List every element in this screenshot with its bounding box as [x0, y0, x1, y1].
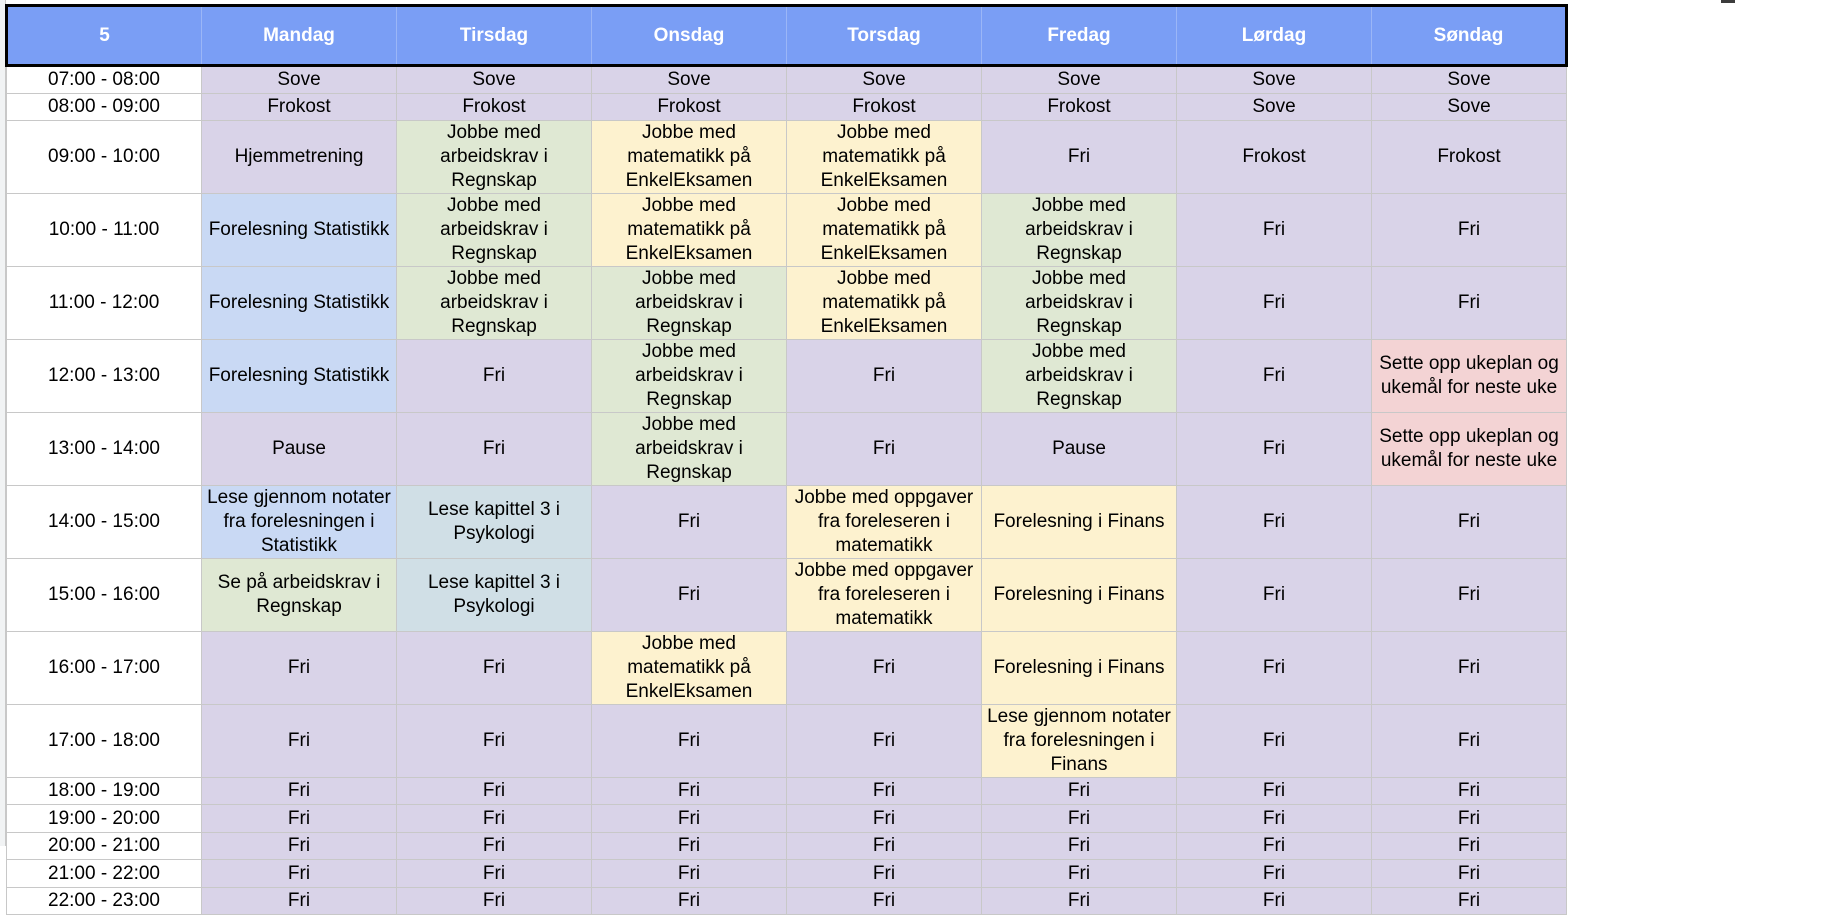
schedule-cell-sondag[interactable]: Fri	[1372, 860, 1567, 888]
schedule-cell-lordag[interactable]: Fri	[1177, 559, 1372, 632]
schedule-cell-fredag[interactable]: Fri	[982, 805, 1177, 833]
schedule-cell-onsdag[interactable]: Fri	[592, 705, 787, 778]
table-row	[7, 705, 1567, 778]
schedule-cell-sondag[interactable]: Fri	[1372, 267, 1567, 340]
schedule-cell-sondag[interactable]: Fri	[1372, 559, 1567, 632]
schedule-cell-torsdag[interactable]: Fri	[787, 833, 982, 860]
schedule-cell-onsdag[interactable]: Fri	[592, 833, 787, 860]
schedule-cell-tirsdag[interactable]: Fri	[397, 888, 592, 915]
schedule-cell-fredag[interactable]: Jobbe med arbeidskrav i Regnskap	[982, 340, 1177, 413]
time-slot-cell[interactable]: 11:00 - 12:00	[7, 267, 202, 340]
schedule-cell-tirsdag[interactable]: Fri	[397, 413, 592, 486]
schedule-cell-torsdag[interactable]: Jobbe med oppgaver fra foreleseren i matematikk	[787, 559, 982, 632]
schedule-cell-tirsdag[interactable]: Fri	[397, 340, 592, 413]
time-slot-cell[interactable]: 08:00 - 09:00	[7, 94, 202, 121]
schedule-cell-mandag[interactable]: Frokost	[202, 94, 397, 121]
schedule-cell-torsdag[interactable]: Fri	[787, 778, 982, 805]
schedule-cell-onsdag[interactable]: Fri	[592, 778, 787, 805]
table-row	[7, 805, 1567, 833]
schedule-cell-fredag[interactable]: Jobbe med arbeidskrav i Regnskap	[982, 194, 1177, 267]
header-onsdag[interactable]: Onsdag	[592, 6, 787, 66]
schedule-cell-tirsdag[interactable]: Fri	[397, 805, 592, 833]
time-slot-cell[interactable]: 20:00 - 21:00	[7, 833, 202, 860]
schedule-cell-fredag[interactable]: Fri	[982, 888, 1177, 915]
time-slot-cell[interactable]: 07:00 - 08:00	[7, 66, 202, 94]
schedule-cell-mandag[interactable]: Lese gjennom notater fra forelesningen i Statistikk	[202, 486, 397, 559]
schedule-cell-mandag[interactable]: Sove	[202, 66, 397, 94]
schedule-cell-onsdag[interactable]: Sove	[592, 66, 787, 94]
table-row	[7, 66, 1567, 94]
schedule-cell-fredag[interactable]: Fri	[982, 778, 1177, 805]
time-slot-cell[interactable]: 22:00 - 23:00	[7, 888, 202, 915]
schedule-cell-tirsdag[interactable]: Fri	[397, 632, 592, 705]
time-slot-cell[interactable]: 10:00 - 11:00	[7, 194, 202, 267]
schedule-cell-tirsdag[interactable]: Fri	[397, 705, 592, 778]
schedule-cell-sondag[interactable]: Sove	[1372, 66, 1567, 94]
schedule-cell-onsdag[interactable]: Jobbe med matematikk på EnkelEksamen	[592, 632, 787, 705]
schedule-cell-lordag[interactable]: Fri	[1177, 805, 1372, 833]
schedule-cell-onsdag[interactable]: Frokost	[592, 94, 787, 121]
schedule-cell-onsdag[interactable]: Fri	[592, 888, 787, 915]
schedule-cell-tirsdag[interactable]: Fri	[397, 860, 592, 888]
schedule-body	[7, 66, 1567, 915]
schedule-cell-sondag[interactable]: Fri	[1372, 486, 1567, 559]
schedule-cell-mandag[interactable]: Fri	[202, 705, 397, 778]
schedule-cell-lordag[interactable]: Fri	[1177, 833, 1372, 860]
schedule-cell-mandag[interactable]: Fri	[202, 833, 397, 860]
schedule-cell-mandag[interactable]: Forelesning Statistikk	[202, 267, 397, 340]
table-row	[7, 860, 1567, 888]
schedule-cell-lordag[interactable]: Frokost	[1177, 121, 1372, 194]
schedule-cell-lordag[interactable]: Sove	[1177, 66, 1372, 94]
schedule-cell-torsdag[interactable]: Sove	[787, 66, 982, 94]
time-slot-cell[interactable]: 21:00 - 22:00	[7, 860, 202, 888]
schedule-cell-lordag[interactable]: Sove	[1177, 94, 1372, 121]
schedule-cell-tirsdag[interactable]: Fri	[397, 833, 592, 860]
schedule-cell-fredag[interactable]: Lese gjennom notater fra forelesningen i Finans	[982, 705, 1177, 778]
time-slot-cell[interactable]: 18:00 - 19:00	[7, 778, 202, 805]
schedule-cell-onsdag[interactable]: Fri	[592, 559, 787, 632]
time-slot-cell[interactable]: 15:00 - 16:00	[7, 559, 202, 632]
table-row	[7, 121, 1567, 194]
table-row	[7, 486, 1567, 559]
schedule-cell-torsdag[interactable]: Fri	[787, 705, 982, 778]
schedule-cell-torsdag[interactable]: Jobbe med matematikk på EnkelEksamen	[787, 121, 982, 194]
week-number-header[interactable]: 5	[7, 6, 202, 66]
schedule-cell-torsdag[interactable]: Fri	[787, 805, 982, 833]
schedule-cell-lordag[interactable]: Fri	[1177, 486, 1372, 559]
table-row	[7, 413, 1567, 486]
schedule-cell-sondag[interactable]: Fri	[1372, 632, 1567, 705]
schedule-cell-onsdag[interactable]: Jobbe med matematikk på EnkelEksamen	[592, 121, 787, 194]
schedule-cell-tirsdag[interactable]: Lese kapittel 3 i Psykologi	[397, 559, 592, 632]
schedule-cell-lordag[interactable]: Fri	[1177, 194, 1372, 267]
schedule-cell-sondag[interactable]: Frokost	[1372, 121, 1567, 194]
schedule-cell-onsdag[interactable]: Fri	[592, 805, 787, 833]
schedule-cell-tirsdag[interactable]: Fri	[397, 778, 592, 805]
schedule-cell-sondag[interactable]: Fri	[1372, 194, 1567, 267]
schedule-cell-tirsdag[interactable]: Frokost	[397, 94, 592, 121]
time-slot-cell[interactable]: 14:00 - 15:00	[7, 486, 202, 559]
schedule-cell-torsdag[interactable]: Fri	[787, 413, 982, 486]
header-lordag[interactable]: Lørdag	[1177, 6, 1372, 66]
schedule-cell-mandag[interactable]: Fri	[202, 860, 397, 888]
table-row	[7, 267, 1567, 340]
schedule-cell-fredag[interactable]: Fri	[982, 860, 1177, 888]
table-row	[7, 194, 1567, 267]
header-tirsdag[interactable]: Tirsdag	[397, 6, 592, 66]
table-row	[7, 888, 1567, 915]
schedule-cell-torsdag[interactable]: Fri	[787, 860, 982, 888]
schedule-cell-torsdag[interactable]: Fri	[787, 340, 982, 413]
header-row	[7, 6, 1567, 66]
schedule-cell-mandag[interactable]: Forelesning Statistikk	[202, 340, 397, 413]
time-slot-cell[interactable]: 09:00 - 10:00	[7, 121, 202, 194]
schedule-cell-lordag[interactable]: Fri	[1177, 888, 1372, 915]
schedule-cell-torsdag[interactable]: Fri	[787, 888, 982, 915]
table-row	[7, 833, 1567, 860]
schedule-cell-tirsdag[interactable]: Jobbe med arbeidskrav i Regnskap	[397, 267, 592, 340]
schedule-cell-lordag[interactable]: Fri	[1177, 340, 1372, 413]
schedule-cell-lordag[interactable]: Fri	[1177, 778, 1372, 805]
schedule-cell-onsdag[interactable]: Fri	[592, 860, 787, 888]
schedule-cell-torsdag[interactable]: Jobbe med oppgaver fra foreleseren i matematikk	[787, 486, 982, 559]
schedule-cell-fredag[interactable]: Sove	[982, 66, 1177, 94]
column-resize-handle[interactable]	[1721, 0, 1735, 3]
schedule-cell-tirsdag[interactable]: Sove	[397, 66, 592, 94]
time-slot-cell[interactable]: 13:00 - 14:00	[7, 413, 202, 486]
schedule-cell-fredag[interactable]: Jobbe med arbeidskrav i Regnskap	[982, 267, 1177, 340]
schedule-cell-fredag[interactable]: Forelesning i Finans	[982, 559, 1177, 632]
table-row	[7, 778, 1567, 805]
schedule-cell-onsdag[interactable]: Jobbe med arbeidskrav i Regnskap	[592, 267, 787, 340]
schedule-cell-sondag[interactable]: Fri	[1372, 778, 1567, 805]
schedule-cell-mandag[interactable]: Fri	[202, 632, 397, 705]
schedule-cell-tirsdag[interactable]: Lese kapittel 3 i Psykologi	[397, 486, 592, 559]
schedule-cell-sondag[interactable]: Fri	[1372, 833, 1567, 860]
schedule-cell-sondag[interactable]: Fri	[1372, 705, 1567, 778]
schedule-cell-sondag[interactable]: Sette opp ukeplan og ukemål for neste uke	[1372, 340, 1567, 413]
schedule-cell-onsdag[interactable]: Fri	[592, 486, 787, 559]
weekly-schedule-grid	[5, 4, 1568, 915]
header-fredag[interactable]: Fredag	[982, 6, 1177, 66]
schedule-cell-sondag[interactable]: Sette opp ukeplan og ukemål for neste uke	[1372, 413, 1567, 486]
schedule-cell-lordag[interactable]: Fri	[1177, 267, 1372, 340]
schedule-cell-mandag[interactable]: Pause	[202, 413, 397, 486]
schedule-cell-fredag[interactable]: Forelesning i Finans	[982, 632, 1177, 705]
time-slot-cell[interactable]: 17:00 - 18:00	[7, 705, 202, 778]
schedule-cell-mandag[interactable]: Fri	[202, 805, 397, 833]
schedule-cell-sondag[interactable]: Fri	[1372, 888, 1567, 915]
schedule-cell-onsdag[interactable]: Jobbe med matematikk på EnkelEksamen	[592, 194, 787, 267]
schedule-cell-mandag[interactable]: Fri	[202, 888, 397, 915]
schedule-cell-sondag[interactable]: Sove	[1372, 94, 1567, 121]
time-slot-cell[interactable]: 12:00 - 13:00	[7, 340, 202, 413]
header-sondag[interactable]: Søndag	[1372, 6, 1567, 66]
time-slot-cell[interactable]: 16:00 - 17:00	[7, 632, 202, 705]
schedule-cell-torsdag[interactable]: Fri	[787, 632, 982, 705]
schedule-cell-onsdag[interactable]: Jobbe med arbeidskrav i Regnskap	[592, 413, 787, 486]
header-torsdag[interactable]: Torsdag	[787, 6, 982, 66]
schedule-cell-onsdag[interactable]: Jobbe med arbeidskrav i Regnskap	[592, 340, 787, 413]
schedule-cell-sondag[interactable]: Fri	[1372, 805, 1567, 833]
schedule-cell-fredag[interactable]: Frokost	[982, 94, 1177, 121]
schedule-cell-lordag[interactable]: Fri	[1177, 705, 1372, 778]
time-slot-cell[interactable]: 19:00 - 20:00	[7, 805, 202, 833]
table-row	[7, 632, 1567, 705]
schedule-cell-torsdag[interactable]: Jobbe med matematikk på EnkelEksamen	[787, 194, 982, 267]
table-row	[7, 94, 1567, 121]
schedule-cell-lordag[interactable]: Fri	[1177, 860, 1372, 888]
schedule-cell-torsdag[interactable]: Frokost	[787, 94, 982, 121]
schedule-cell-mandag[interactable]: Fri	[202, 778, 397, 805]
schedule-cell-mandag[interactable]: Hjemmetrening	[202, 121, 397, 194]
table-row	[7, 340, 1567, 413]
schedule-cell-mandag[interactable]: Se på arbeidskrav i Regnskap	[202, 559, 397, 632]
schedule-cell-torsdag[interactable]: Jobbe med matematikk på EnkelEksamen	[787, 267, 982, 340]
schedule-cell-fredag[interactable]: Forelesning i Finans	[982, 486, 1177, 559]
header-mandag[interactable]: Mandag	[202, 6, 397, 66]
schedule-cell-tirsdag[interactable]: Jobbe med arbeidskrav i Regnskap	[397, 121, 592, 194]
schedule-cell-lordag[interactable]: Fri	[1177, 632, 1372, 705]
table-row	[7, 559, 1567, 632]
schedule-cell-mandag[interactable]: Forelesning Statistikk	[202, 194, 397, 267]
schedule-cell-tirsdag[interactable]: Jobbe med arbeidskrav i Regnskap	[397, 194, 592, 267]
schedule-cell-fredag[interactable]: Pause	[982, 413, 1177, 486]
schedule-cell-fredag[interactable]: Fri	[982, 833, 1177, 860]
schedule-cell-lordag[interactable]: Fri	[1177, 413, 1372, 486]
schedule-cell-fredag[interactable]: Fri	[982, 121, 1177, 194]
